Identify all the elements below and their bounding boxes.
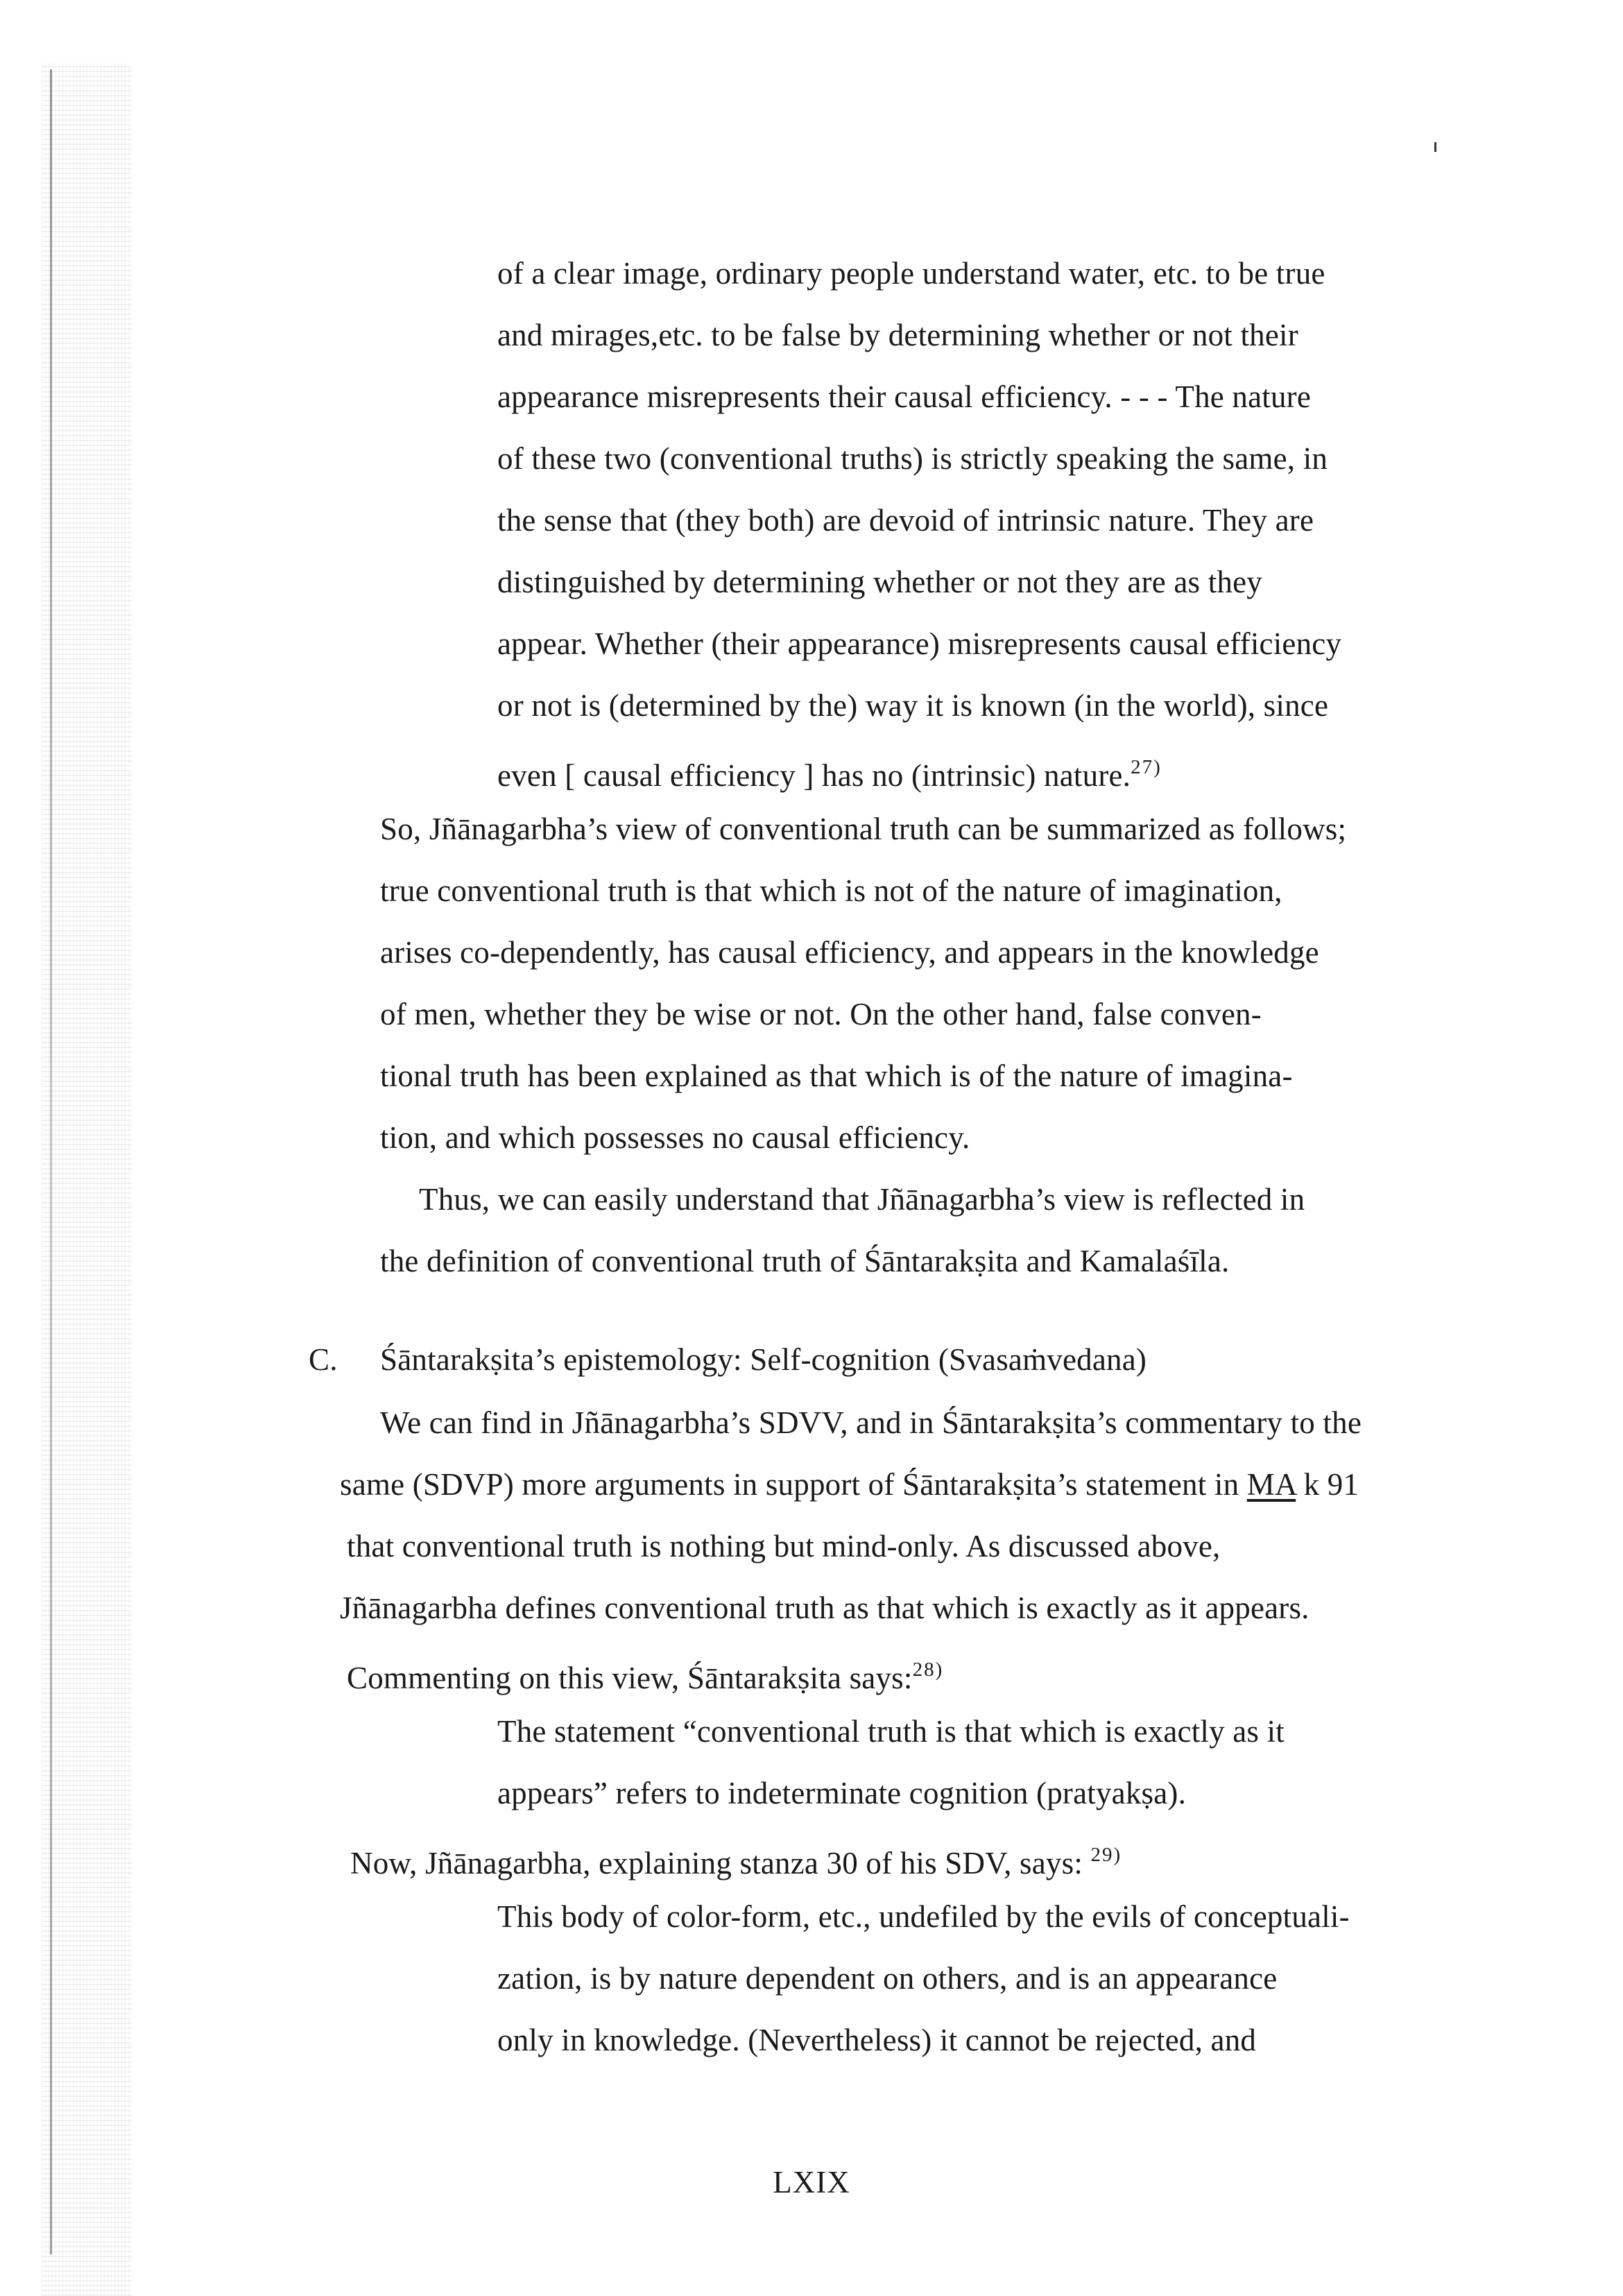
scan-shadow bbox=[42, 62, 132, 2296]
para1-line: tional truth has been explained as that which is of the nature of imagina- bbox=[380, 1059, 1293, 1093]
para3-line-text: k 91 bbox=[1296, 1467, 1359, 1502]
quote1-line: of these two (conventional truths) is strictly speaking the same, in bbox=[497, 441, 1328, 476]
para3-line bbox=[340, 1465, 1359, 1504]
binding-edge-line bbox=[50, 69, 52, 2254]
footnote-ref-28: 28) bbox=[912, 1659, 944, 1681]
para3-line: that conventional truth is nothing but mind-only. As discussed above, bbox=[347, 1529, 1221, 1563]
para1-line: So, Jñānagarbha’s view of conventional truth can be summarized as follows; bbox=[380, 812, 1347, 846]
quote1-last-line bbox=[497, 748, 1162, 795]
footnote-ref-29: 29) bbox=[1090, 1844, 1122, 1866]
para2-line: Thus, we can easily understand that Jñānagarbha’s view is reflected in bbox=[419, 1182, 1305, 1217]
paragraph-4 bbox=[350, 1835, 1122, 1883]
para3-line: Jñānagarbha defines conventional truth as that which is exactly as it appears. bbox=[340, 1591, 1309, 1625]
section-heading: Śāntarakṣita’s epistemology: Self-cognition (Svasaṁvedana) bbox=[380, 1342, 1147, 1377]
para1-line: tion, and which possesses no causal efficiency. bbox=[380, 1120, 970, 1155]
para3-line: We can find in Jñānagarbha’s SDVV, and in Śāntarakṣita’s commentary to the bbox=[380, 1405, 1362, 1440]
quote1-line: appear. Whether (their appearance) misrepresents causal efficiency bbox=[497, 626, 1342, 661]
para1-line: arises co-dependently, has causal efficiency, and appears in the knowledge bbox=[380, 935, 1319, 970]
para4-text: Now, Jñānagarbha, explaining stanza 30 of his SDV, says: bbox=[350, 1846, 1091, 1881]
para1-line: true conventional truth is that which is not of the nature of imagination, bbox=[380, 873, 1282, 908]
quote1-line: of a clear image, ordinary people understand water, etc. to be true bbox=[497, 256, 1325, 291]
quote3-line: only in knowledge. (Nevertheless) it cannot be rejected, and bbox=[497, 2023, 1257, 2057]
para1-line: of men, whether they be wise or not. On the other hand, false conven- bbox=[380, 997, 1262, 1031]
quote1-line: or not is (determined by the) way it is known (in the world), since bbox=[497, 688, 1329, 723]
quote1-line-text: even [ causal efficiency ] has no (intrinsic) nature. bbox=[497, 758, 1131, 793]
para3-line-text: Commenting on this view, Śāntarakṣita says: bbox=[347, 1661, 913, 1695]
quote3-line: This body of color-form, etc., undefiled by the evils of conceptuali- bbox=[497, 1899, 1350, 1934]
quote1-line: the sense that (they both) are devoid of intrinsic nature. They are bbox=[497, 503, 1314, 538]
footnote-ref-27: 27) bbox=[1131, 756, 1162, 778]
quote3-line: zation, is by nature dependent on others, and is an appearance bbox=[497, 1961, 1278, 1996]
ma-abbreviation: MA bbox=[1246, 1467, 1296, 1502]
section-label: C. bbox=[309, 1342, 338, 1377]
quote1-line: distinguished by determining whether or not they are as they bbox=[497, 565, 1262, 599]
quote2-line: The statement “conventional truth is that which is exactly as it bbox=[497, 1714, 1285, 1749]
page-number: LXIX bbox=[773, 2165, 850, 2200]
quote2-line: appears” refers to indeterminate cognition (pratyakṣa). bbox=[497, 1776, 1187, 1810]
quote1-line: and mirages,etc. to be false by determining whether or not their bbox=[497, 318, 1298, 352]
para3-last-line bbox=[347, 1650, 943, 1697]
quote1-line: appearance misrepresents their causal efficiency. - - - The nature bbox=[497, 379, 1312, 414]
stray-mark bbox=[1434, 142, 1436, 152]
para3-line-text: same (SDVP) more arguments in support of Śāntarakṣita’s statement in bbox=[340, 1467, 1247, 1502]
para2-line: the definition of conventional truth of Śāntarakṣita and Kamalaśīla. bbox=[380, 1244, 1230, 1278]
